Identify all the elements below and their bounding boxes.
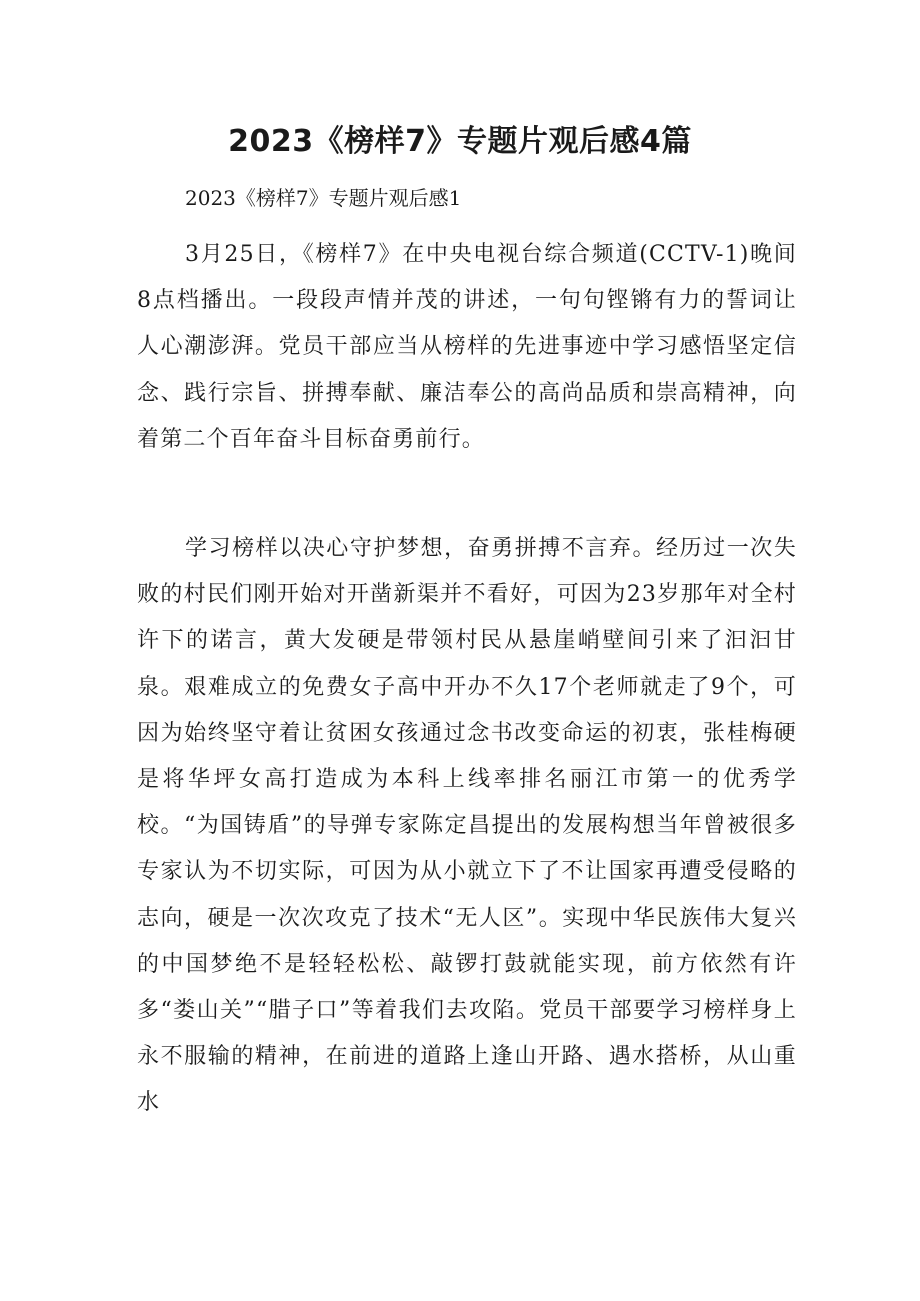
document-title: 2023《榜样7》专题片观后感4篇	[228, 124, 692, 159]
paragraph-1: 3月25日，《榜样7》在中央电视台综合频道(CCTV-1)晚间8点档播出。一段段声情并茂的讲述，一句句铿锵有力的誓词让人心潮澎湃。党员干部应当从榜样的先进事迹中学习感悟坚定信念、践行宗旨、拼搏奉献、廉洁奉公的高尚品质和崇高精神，向着第二个百年奋斗目标奋勇前行。	[137, 242, 797, 452]
paragraph-2: 学习榜样以决心守护梦想，奋勇拼搏不言弃。经历过一次失败的村民们刚开始对开凿新渠并不看好，可因为23岁那年对全村许下的诺言，黄大发硬是带领村民从悬崖峭壁间引来了汩汩甘泉。艰难成立的免费女子高中开办不久17个老师就走了9个，可因为始终坚守着让贫困女孩通过念书改变命运的初衷，张桂梅硬是将华坪女高打造成为本科上线率排名丽江市第一的优秀学校。“为国铸盾”的导弹专家陈定昌提出的发展构想当年曾被很多专家认为不切实际，可因为从小就立下了不让国家再遭受侵略的志向，硬是一次次攻克了技术“无人区”。实现中华民族伟大复兴的中国梦绝不是轻轻松松、敲锣打鼓就能实现，前方依然有许多“娄山关”“腊子口”等着我们去攻陷。党员干部要学习榜样身上永不服输的精神，在前进的道路上逢山开路、遇水搭桥，从山重水	[137, 536, 797, 1116]
section-heading: 2023《榜样7》专题片观后感1	[185, 186, 462, 210]
